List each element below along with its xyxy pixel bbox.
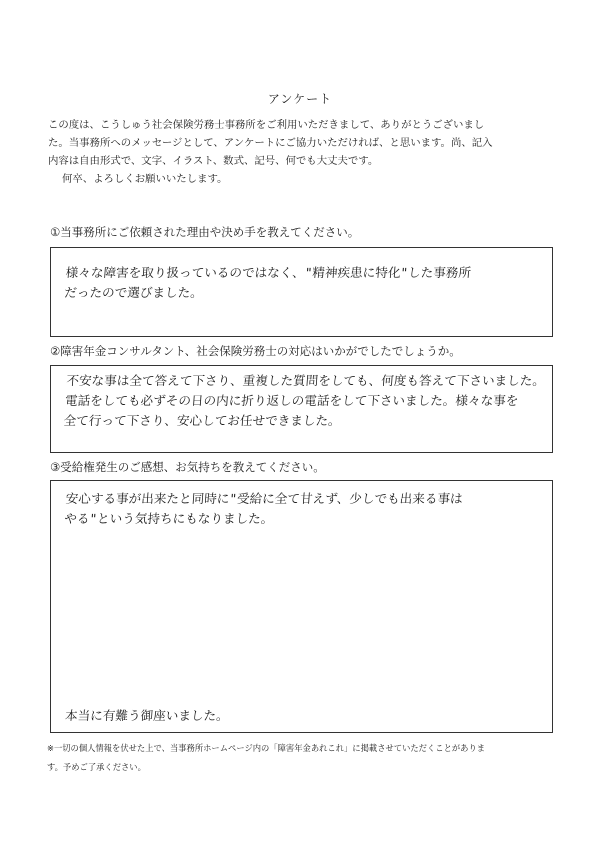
answer-2-text	[63, 371, 546, 431]
question-3-label: ③受給権発生のご感想、お気持ちを教えてください。	[50, 460, 325, 474]
answer-1-text	[64, 263, 546, 303]
answer-1-line-2: だったので選びました。	[63, 285, 204, 300]
page-title: アンケート	[267, 92, 333, 106]
answer-2-line-2: 電話をしても必ずその日の内に折り返しの電話をして下さいました。様々な事を	[64, 393, 519, 408]
answer-box-1	[50, 247, 553, 337]
answer-3-closing-line: 本当に有難う御座いました。	[64, 708, 230, 723]
answer-2-line-3: 全て行って下さり、安心してお任せできました。	[63, 413, 342, 428]
footnote-line-1: ※一切の個人情報を伏せた上で、当事務所ホームページ内の「障害年金あれこれ」に掲載させていただくことがありま	[47, 743, 486, 753]
intro-line-1: この度は、こうしゅう社会保険労務士事務所をご利用いただきまして、ありがとうございまし	[48, 119, 485, 131]
intro-line-3: 内容は自由形式で、文字、イラスト、数式、記号、何でも大丈夫です。	[48, 155, 379, 167]
answer-3-line-2: やる"という気持ちにもなりました。	[63, 511, 274, 526]
answer-3-text	[64, 489, 546, 529]
answer-2-line-1: 不安な事は全て答えて下さり、重複した質問をしても、何度も答えて下さいました。	[65, 373, 546, 388]
question-2-label: ②障害年金コンサルタント、社会保険労務士の対応はいかがでしたでしょうか。	[50, 344, 461, 358]
question-1-label: ①当事務所にご依頼された理由や決め手を教えてください。	[50, 225, 360, 239]
answer-box-2	[50, 365, 553, 453]
answer-3-line-1: 安心する事が出来たと同時に"受給に全て甘えず、少しでも出来る事は	[65, 491, 464, 506]
intro-line-4: 何卒、よろしくお願いいたします。	[62, 173, 228, 185]
intro-line-2: た。当事務所へのメッセージとして、アンケートにご協力いただければ、と思います。尚、記入	[48, 137, 493, 149]
answer-3-closing	[64, 706, 544, 726]
answer-box-3	[50, 480, 553, 733]
footnote-line-2: す。予めご了承ください。	[47, 762, 146, 772]
answer-1-line-1: 様々な障害を取り扱っているのではなく、"精神疾患に特化"した事務所	[65, 265, 472, 280]
